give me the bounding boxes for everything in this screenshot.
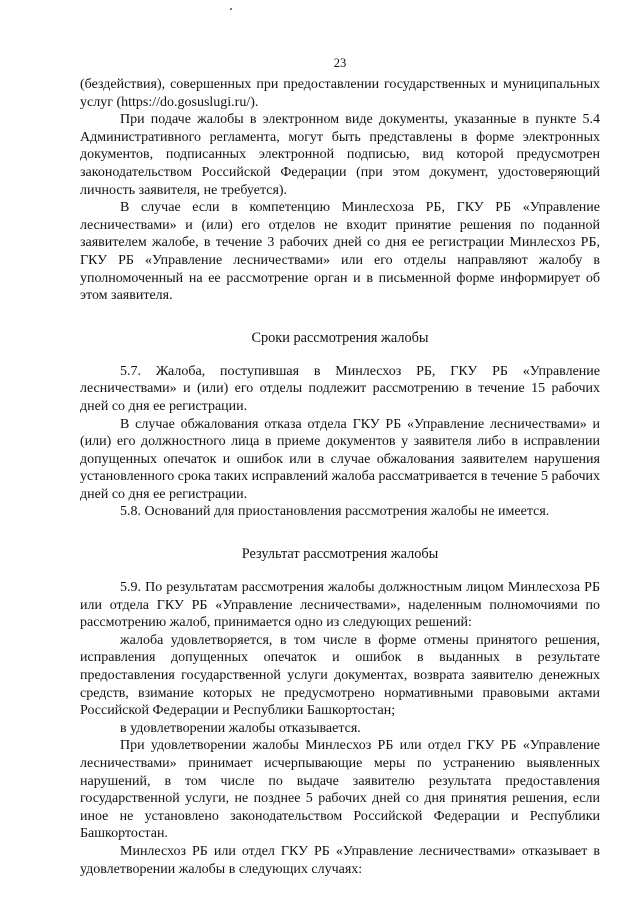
paragraph-measures-taken: При удовлетворении жалобы Минлесхоз РБ или отдел ГКУ РБ «Управление лесничествами» принимает исчерпывающие меры по устранению выявленных нарушений, в том числе по выдаче заявителю результата предоставления государственной услуги, не позднее 5 рабочих дней со дня принятия решения, если иное не установлено законодательством Российской Федерации и Республики Башкортостан. (80, 738, 600, 842)
paragraph-competence-redirect: В случае если в компетенцию Минлесхоза РБ, ГКУ РБ «Управление лесничествами» и (или) его отделов не входит принятие решения по поданной заявителем жалобе, в течение 3 рабочих дней со дня ее регистрации Минлесхоз РБ, ГКУ РБ «Управление лесничествами» или его отделы направляют жалобу в уполномоченный на ее рассмотрение орган и в письменной форме информирует об этом заявителя. (80, 200, 600, 304)
paragraph-5-9: 5.9. По результатам рассмотрения жалобы должностным лицом Минлесхоза РБ или отдела ГКУ РБ «Управление лесничествами», наделенным полномочиями по рассмотрению жалоб, принимается одно из следующих решений: (80, 580, 600, 631)
paragraph-electronic-filing: При подаче жалобы в электронном виде документы, указанные в пункте 5.4 Административного регламента, могут быть представлены в форме электронных документов, подписанных электронной подписью, вид которой предусмотрен законодательством Российской Федерации (при этом документ, удостоверяющий личность заявителя, не требуется). (80, 112, 600, 198)
paragraph-complaint-rejected: в удовлетворении жалобы отказывается. (120, 720, 361, 736)
section-heading-review-result: Результат рассмотрения жалобы (241, 546, 439, 563)
paragraph-5-8: 5.8. Оснований для приостановления рассмотрения жалобы не имеется. (120, 504, 550, 520)
paragraph-refusal-appeal: В случае обжалования отказа отдела ГКУ РБ «Управление лесничествами» и (или) его должностного лица в приеме документов у заявителя либо в исправлении допущенных опечаток и ошибок или в случае обжалования заявителем нарушения установленного срока таких исправлений жалоба рассматривается в течение 5 рабочих дней со дня ее регистрации. (80, 416, 600, 502)
paragraph-continuation: (бездействия), совершенных при предоставлении государственных и муниципальных услуг (https://do.gosuslugi.ru/). (80, 77, 600, 110)
document-page (80, 0, 600, 905)
section-heading-review-terms: Сроки рассмотрения жалобы (251, 329, 429, 346)
paragraph-5-7: 5.7. Жалоба, поступившая в Минлесхоз РБ, ГКУ РБ «Управление лесничествами» и (или) его отделы подлежит рассмотрению в течение 15 рабочих дней со дня ее регистрации. (80, 363, 600, 414)
page-number: 23 (333, 56, 347, 70)
paragraph-complaint-satisfied: жалоба удовлетворяется, в том числе в форме отмены принятого решения, исправления допущенных опечаток и ошибок в выданных в результате предоставления государственной услуги документах, возврата заявителю денежных средств, взимание которых не предусмотрено нормативными правовыми актами Российской Федерации и Республики Башкортостан; (80, 632, 600, 719)
paragraph-refusal-cases: Минлесхоз РБ или отдел ГКУ РБ «Управление лесничествами» отказывает в удовлетворении жалобы в следующих случаях: (80, 843, 600, 877)
page-content (80, 76, 600, 878)
